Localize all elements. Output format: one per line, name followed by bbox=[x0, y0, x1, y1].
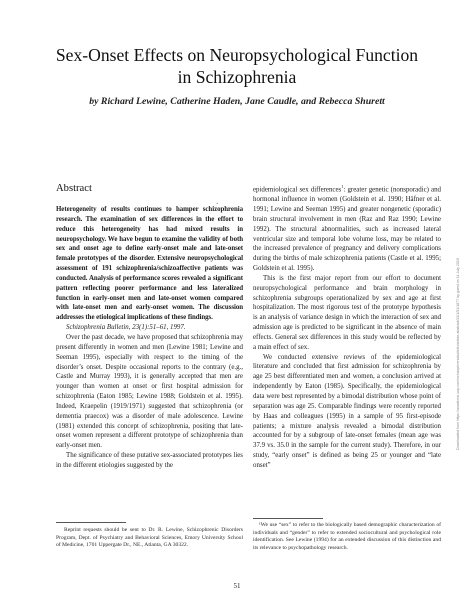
left-column bbox=[56, 182, 243, 471]
journal-citation: Schizophrenia Bulletin, 23(1):51–61, 1997. bbox=[66, 324, 186, 332]
abstract-heading: Abstract bbox=[56, 183, 92, 194]
body-paragraph-2: The significance of these putative sex-associated prototypes lies in the different etiologies suggested by the bbox=[56, 452, 243, 469]
body-paragraph-4: This is the first major report from our effort to document neuropsychological performance and brain morphology in schizophrenia subgroups operationalized by sex and age at first hospitalization. The most rigorous test of the prototype hypothesis is an analysis of variance design in which the interaction of sex and admission age is predicted to be significant in the absence of main effects. General sex differences in this study would be reflected by a main effect of sex. bbox=[253, 274, 441, 351]
download-watermark: Downloaded from https://academic.oup.com/schizophreniabulletin/article-abstract/23/1/51/1877 by guest on 11 July 2019 bbox=[456, 258, 460, 450]
footnote-marker: 1 bbox=[341, 184, 344, 189]
author-line: by Richard Lewine, Catherine Haden, Jane Caudle, and Rebecca Shurett bbox=[89, 96, 385, 107]
paper-title bbox=[20, 44, 454, 88]
title-line-1: Sex-Onset Effects on Neuropsychological Function bbox=[55, 45, 419, 65]
body-paragraph-5: We conducted extensive reviews of the epidemiological literature and concluded that first admission for schizophrenia by age 25 best differentiated men and women, a conclusion arrived at independently by Eaton (1985). Specifically, the epidemiological data were best represented by a bimodal distribution whose point of separation was age 25. Comparable findings were recently reported by Haas and colleagues (1995) in a sample of 95 first-episode patients; a mixture analysis revealed a bimodal distribution accounted for by a subgroup of late-onset females (mean age was 37.9 vs. 35.0 in the sample for the current study). Therefore, in our study, “early onset” is defined as being 25 or younger and “late onset” bbox=[253, 353, 441, 469]
footnote-divider-left bbox=[56, 522, 126, 523]
decorative-dot: · bbox=[216, 200, 219, 208]
reprint-footnote: Reprint requests should be sent to Dr. R. Lewine, Schizophrenic Disorders Program, Dept. of Psychiatry and Behavioral Sciences, Emory University School of Medicine, 1701 Uppergate Dr., NE., Atlanta, GA 30322. bbox=[56, 527, 243, 549]
terminology-footnote: ¹We use “sex” to refer to the biologically based demographic characterization of individuals and “gender” to refer to extended sociocultural and psychological role identification. See Lewine (1994) for an extended discussion of this distinction and its relevance to psychopathology research. bbox=[253, 522, 441, 551]
body-paragraph-3 bbox=[253, 182, 441, 274]
page-number: 51 bbox=[233, 582, 241, 590]
body-paragraph-1: Over the past decade, we have proposed that schizophrenia may present differently in women and men (Lewine 1981; Lewine and Seeman 1995), especially with respect to the timing of the disorder’s onset. Despite occasional reports to the contrary (e.g., Castle and Murray 1993), it is generally accepted that men are younger than women at onset or first hospital admission for schizophrenia (Eaton 1985; Lewine 1988; Goldstein et al. 1995). Indeed, Kraepelin (1919/1971) suggested that schizophrenia (or dementia praecox) was a disorder of male adolescence. Lewine (1981) extended this concept of schizophrenia, positing that late-onset women represent a different prototype of schizophrenia than early-onset men. bbox=[56, 333, 243, 450]
right-column bbox=[253, 182, 441, 471]
title-line-2: in Schizophrenia bbox=[177, 67, 297, 87]
abstract-text: Heterogeneity of results continues to hamper schizophrenia research. The examination of sex differences in the effort to reduce this heterogeneity has had mixed results in neuropsychology. We have begun to examine the validity of both sex and onset age to define early-onset male and late-onset female prototypes of the disorder. Extensive neuropsychological assessment of 191 schizophrenia/schizoaffective patients was conducted. Analysis of performance scores revealed a significant pattern reflecting poorer performance and less lateralized function in early-onset men and late-onset women compared with late-onset men and early-onset women. The discussion addresses the etiological implications of these findings. bbox=[56, 206, 243, 322]
footnote-divider-right bbox=[253, 518, 323, 519]
paragraph-3-start: epidemiological sex differences bbox=[253, 186, 342, 194]
paragraph-3-rest: : greater genetic (nonsporadic) and hormonal influence in women (Goldstein et al. 1990; Häfner et al. 1991; Lewine and Seeman 1995) and greater nongenetic (sporadic) brain structural involvement in men (Raz and Raz 1990; Lewine 1992). The structural abnormalities, such as increased lateral ventricular size and temporal lobe volume loss, may be related to the increased prevalence of pregnancy and delivery complications during the births of male schizophrenia patients (Castle et al. 1995; Goldstein et al. 1995). bbox=[253, 186, 441, 273]
